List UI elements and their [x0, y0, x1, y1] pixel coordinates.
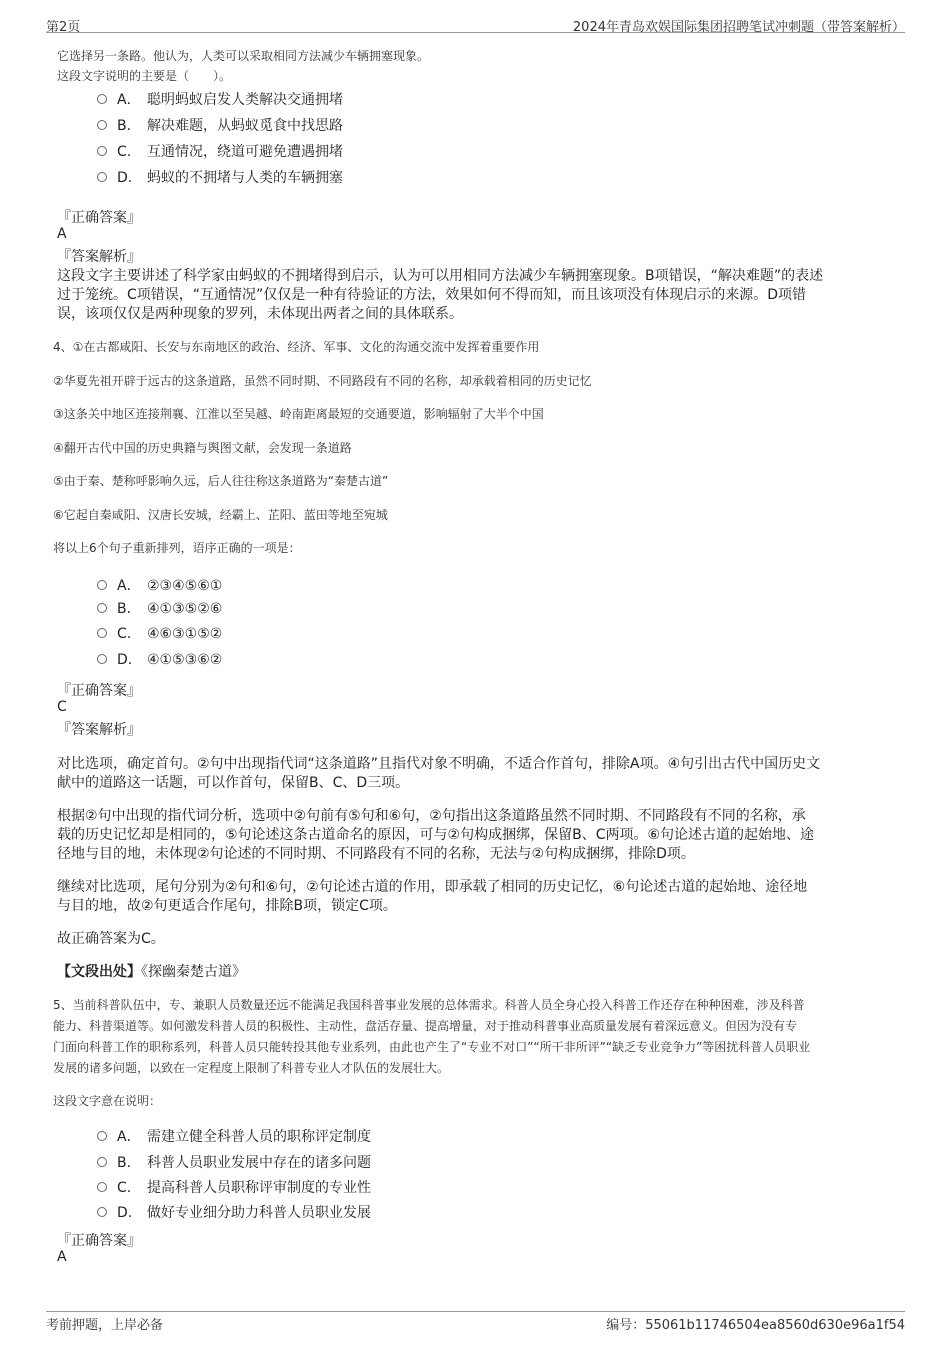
q4-sentence: 4、①在古都咸阳、长安与东南地区的政治、经济、军事、文化的沟通交流中发挥着重要作用 [53, 340, 540, 354]
q4-sentence: ⑤由于秦、楚称呼影响久远，后人往往称这条道路为“秦楚古道” [53, 474, 389, 488]
q4-option-c[interactable]: C. ④⑥③①⑤② [97, 626, 222, 642]
q4-source [57, 961, 246, 981]
q5-option-a[interactable]: A． 需建立健全科普人员的职称评定制度 [97, 1126, 371, 1146]
q4-sentence: ③这条关中地区连接荆襄、江淮以至吴越、岭南距离最短的交通要道，影响辐射了大半个中国 [53, 407, 544, 421]
q3-stem-tail: 它选择另一条路。他认为，人类可以采取相同方法减少车辆拥塞现象。 [57, 49, 430, 63]
q4-option-b[interactable]: B. ④①③⑤②⑥ [97, 601, 222, 617]
q4-analysis-line: 献中的道路这一话题，可以作首句，保留B、C、D三项。 [57, 775, 410, 791]
q5-stem-line: 门面向科普工作的职称系列，科普人员只能转投其他专业系列，由此也产生了“专业不对口”“所干非所评”“缺乏专业竞争力”等困扰科普人员职业 [53, 1040, 811, 1054]
q4-analysis-line: 对比选项，确定首句。②句中出现指代词“这条道路”且指代对象不明确，不适合作首句，排除A项。④句引出古代中国历史文 [57, 756, 821, 772]
radio-icon[interactable] [97, 94, 107, 104]
q4-prompt: 将以上6个句子重新排列，语序正确的一项是： [53, 541, 301, 555]
q5-option-d[interactable]: D. 做好专业细分助力科普人员职业发展 [97, 1202, 371, 1222]
q4-analysis-label: 『答案解析』 [57, 722, 141, 738]
q4-answer-label: 『正确答案』 [57, 683, 141, 699]
radio-icon[interactable] [97, 146, 107, 156]
q4-analysis-line: 与目的地，故②句更适合作尾句，排除B项，锁定C项。 [57, 898, 397, 914]
q5-stem-line: 5、当前科普队伍中，专、兼职人员数量还远不能满足我国科普事业发展的总体需求。科普人员全身心投入科普工作还存在种种困难，涉及科普 [53, 998, 805, 1012]
radio-icon[interactable] [97, 628, 107, 638]
q4-analysis-line: 故正确答案为C。 [57, 931, 165, 947]
q3-answer-label: 『正确答案』 [57, 210, 141, 226]
q5-answer: A [57, 1249, 67, 1265]
header-divider [46, 32, 905, 33]
q5-option-b[interactable]: B. 科普人员职业发展中存在的诸多问题 [97, 1152, 371, 1172]
q4-option-d[interactable]: D. ④①⑤③⑥② [97, 652, 222, 668]
document-id: 编号：55061b11746504ea8560d630e96a1f54 [606, 1318, 905, 1333]
page-number: 第2页 [46, 20, 81, 35]
q4-analysis-line: 继续对比选项，尾句分别为②句和⑥句，②句论述古道的作用，即承载了相同的历史记忆，⑥句论述古道的起始地、途径地 [57, 879, 808, 895]
radio-icon[interactable] [97, 1157, 107, 1167]
q4-analysis-line: 载的历史记忆却是相同的，⑤句论述这条古道命名的原因，可与②句构成捆绑，保留B、C两项。⑥句论述古道的起始地、途 [57, 827, 815, 843]
q3-option-c[interactable]: C. 互通情况，绕道可避免遭遇拥堵 [97, 141, 343, 161]
q3-answer: A [57, 226, 67, 242]
q5-stem-line: 能力、科普渠道等。如何激发科普人员的积极性、主动性，盘活存量、提高增量，对于推动科普事业高质量发展有着深远意义。但因为没有专 [53, 1019, 798, 1033]
q4-sentence: ④翻开古代中国的历史典籍与舆图文献，会发现一条道路 [53, 441, 352, 455]
radio-icon[interactable] [97, 1131, 107, 1141]
q5-stem-line: 发展的诸多问题，以致在一定程度上限制了科普专业人才队伍的发展壮大。 [53, 1061, 450, 1075]
q3-analysis-line: 误，该项仅仅是两种现象的罗列，未体现出两者之间的具体联系。 [57, 306, 463, 322]
q4-analysis-line: 径地与目的地，未体现②句论述的不同时期、不同路段有不同的名称，无法与②句构成捆绑，排除D项。 [57, 846, 695, 862]
q4-source-label: 【文段出处】 [57, 964, 141, 980]
q3-option-b[interactable]: B. 解决难题，从蚂蚁觅食中找思路 [97, 115, 343, 135]
q4-sentence: ⑥它起自秦咸阳、汉唐长安城，经霸上、芷阳、蓝田等地至宛城 [53, 508, 388, 522]
document-title: 2024年青岛欢娱国际集团招聘笔试冲刺题（带答案解析） [572, 20, 905, 35]
q3-analysis-label: 『答案解析』 [57, 249, 141, 265]
radio-icon[interactable] [97, 172, 107, 182]
radio-icon[interactable] [97, 1207, 107, 1217]
q4-answer: C [57, 699, 67, 715]
q3-prompt: 这段文字说明的主要是（ ）。 [57, 69, 232, 83]
radio-icon[interactable] [97, 580, 107, 590]
radio-icon[interactable] [97, 654, 107, 664]
q4-source-title: 《探幽秦楚古道》 [141, 964, 246, 980]
q3-option-d[interactable]: D. 蚂蚁的不拥堵与人类的车辆拥塞 [97, 167, 343, 187]
q3-option-a[interactable]: A． 聪明蚂蚁启发人类解决交通拥堵 [97, 89, 343, 109]
q4-sentence: ②华夏先祖开辟于远古的这条道路，虽然不同时期、不同路段有不同的名称，却承载着相同的历史记忆 [53, 374, 592, 388]
footer-slogan: 考前押题，上岸必备 [46, 1318, 164, 1333]
q3-analysis-line: 过于笼统。C项错误，“互通情况”仅仅是一种有待验证的方法，效果如何不得而知，而且该项没有体现启示的来源。D项错 [57, 287, 807, 303]
q5-prompt: 这段文字意在说明： [53, 1094, 162, 1108]
footer-divider [46, 1311, 905, 1312]
q3-analysis-line: 这段文字主要讲述了科学家由蚂蚁的不拥堵得到启示，认为可以用相同方法减少车辆拥塞现象。B项错误，“解决难题”的表述 [57, 268, 824, 284]
q4-analysis-line: 根据②句中出现的指代词分析，选项中②句前有⑤句和⑥句，②句指出这条道路虽然不同时期、不同路段有不同的名称，承 [57, 808, 806, 824]
radio-icon[interactable] [97, 603, 107, 613]
radio-icon[interactable] [97, 1182, 107, 1192]
radio-icon[interactable] [97, 120, 107, 130]
q4-option-a[interactable]: A． ②③④⑤⑥① [97, 575, 222, 595]
q5-answer-label: 『正确答案』 [57, 1233, 141, 1249]
q5-option-c[interactable]: C. 提高科普人员职称评审制度的专业性 [97, 1177, 371, 1197]
